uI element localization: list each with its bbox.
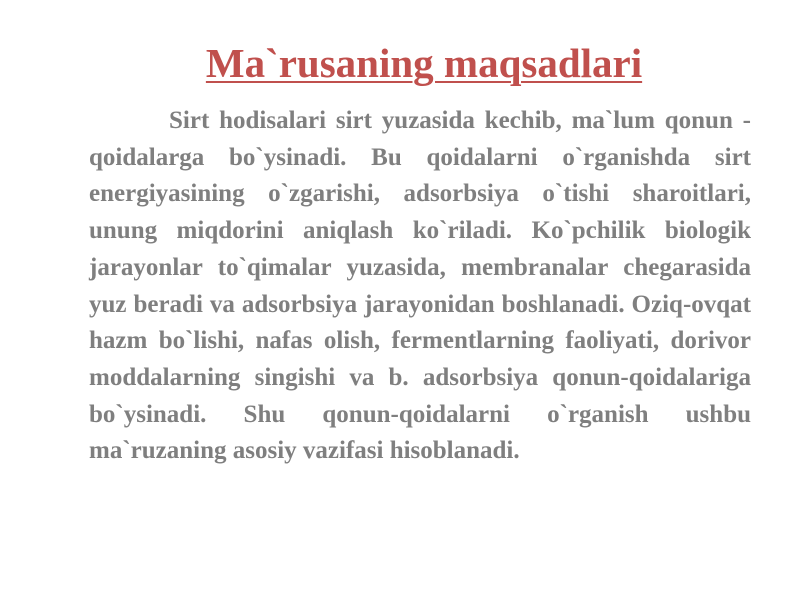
slide-title: Ma`rusaning maqsadlari	[205, 40, 643, 86]
slide-paragraph: Sirt hodisalari sirt yuzasida kechib, ma`lum qonun - qoidalarga bo`ysinadi. Bu qoidalarni o`rganishda sirt energiyasining o`zgarishi, adsorbsiya o`tishi sharoitlari, unung miqdorini aniqlash ko`riladi. Ko`pchilik biologik jarayonlar to`qimalar yuzasida, membranalar chegarasida yuz beradi va adsorbsiya jarayonidan boshlanadi. Oziq-ovqat hazm bo`lishi, nafas olish, fermentlarning faoliyati, dorivor moddalarning singishi va b. adsorbsiya qonun-qoidalariga bo`ysinadi. Shu qonun-qoidalarni o`rganish ushbu ma`ruzaning asosiy vazifasi hisoblanadi.	[89, 107, 751, 465]
